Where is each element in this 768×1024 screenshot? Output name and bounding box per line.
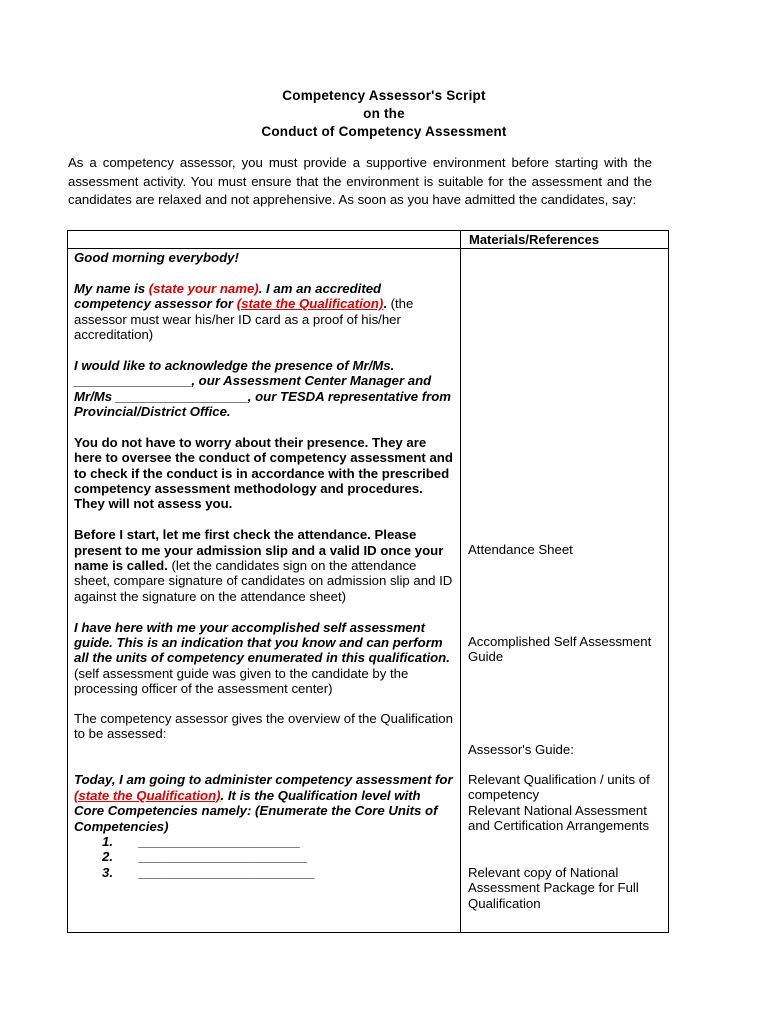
worry-paragraph: You do not have to worry about their presence. They are here to oversee the conduct of competency assessment and to check if the conduct is in accordance with the prescribed competency assessment methodology and procedures. They will not assess you.: [74, 434, 453, 512]
introduction-paragraph: My name is (state your name). I am an accredited competency assessor for (state the Qualification). (the assessor must wear his/her ID card as a proof of his/her accreditation): [74, 280, 414, 343]
id-card-note: (the assessor must wear his/her ID card as a proof of his/her accreditation): [74, 296, 414, 343]
title-line-3: Conduct of Competency Assessment: [261, 124, 507, 139]
ref-assessors-guide: Assessor's Guide:: [468, 742, 574, 757]
greeting: Good morning everybody!: [74, 250, 239, 265]
core-competency-list: [74, 834, 454, 880]
acknowledge-paragraph: I would like to acknowledge the presence of Mr/Ms. ________________, our Assessment Center Manager and Mr/Ms __________________, our TESDA representative from Provincial/District Office.: [74, 357, 452, 420]
references-cell: [461, 249, 669, 933]
list-item: 1. ______________________: [102, 833, 301, 849]
table-body-row: [68, 249, 669, 933]
script-header-cell: [68, 231, 461, 249]
materials-header: Materials/References: [461, 231, 669, 249]
ref-assessment-package: Relevant copy of National Assessment Package for Full Qualification: [468, 865, 639, 911]
today-qualification-placeholder: (state the Qualification): [74, 787, 221, 803]
attendance-paragraph: Before I start, let me first check the attendance. Please present to me your admission slip and a valid ID once your name is called. (let the candidates sign on the attendance sheet, compare signature of candidates on admission slip and ID against the signature on the attendance sheet): [74, 527, 453, 604]
today-paragraph: Today, I am going to administer competency assessment for (state the Qualification). It is the Qualification level with Core Competencies namely: (Enumerate the Core Units of Competencies): [74, 772, 453, 834]
overview-paragraph: The competency assessor gives the overview of the Qualification to be assessed:: [74, 710, 453, 742]
list-item: 2. _______________________: [102, 849, 308, 865]
ref-self-assessment-guide: Accomplished Self Assessment Guide: [468, 634, 652, 665]
script-cell: [68, 249, 461, 933]
self-guide-paragraph: I have here with me your accomplished self assessment guide. This is an indication that you know and can perform all the units of competency enumerated in this qualification. (self assessment guide was given to the candidate by the processing officer of the assessment center): [74, 619, 450, 697]
intro-paragraph: As a competency assessor, you must provide a supportive environment before starting with the assessment activity. You must ensure that the environment is suitable for the assessment and the candidates are relaxed and not apprehensive. As soon as you have admitted the candidates, say:: [68, 155, 652, 207]
qualification-placeholder: (state the Qualification): [236, 296, 384, 312]
title-line-2: on the: [363, 106, 405, 121]
name-placeholder: (state your name): [148, 280, 259, 296]
table-header-row: [68, 231, 669, 249]
title-line-1: Competency Assessor's Script: [282, 88, 486, 103]
script-table: [67, 230, 669, 933]
ref-national-arrangements: Relevant National Assessment and Certification Arrangements: [468, 803, 650, 834]
ref-attendance-sheet: Attendance Sheet: [468, 542, 573, 557]
ref-qualification-units: Relevant Qualification / units of competency: [468, 772, 650, 803]
list-item: 3. ________________________: [102, 864, 316, 880]
document-title: [0, 87, 768, 141]
